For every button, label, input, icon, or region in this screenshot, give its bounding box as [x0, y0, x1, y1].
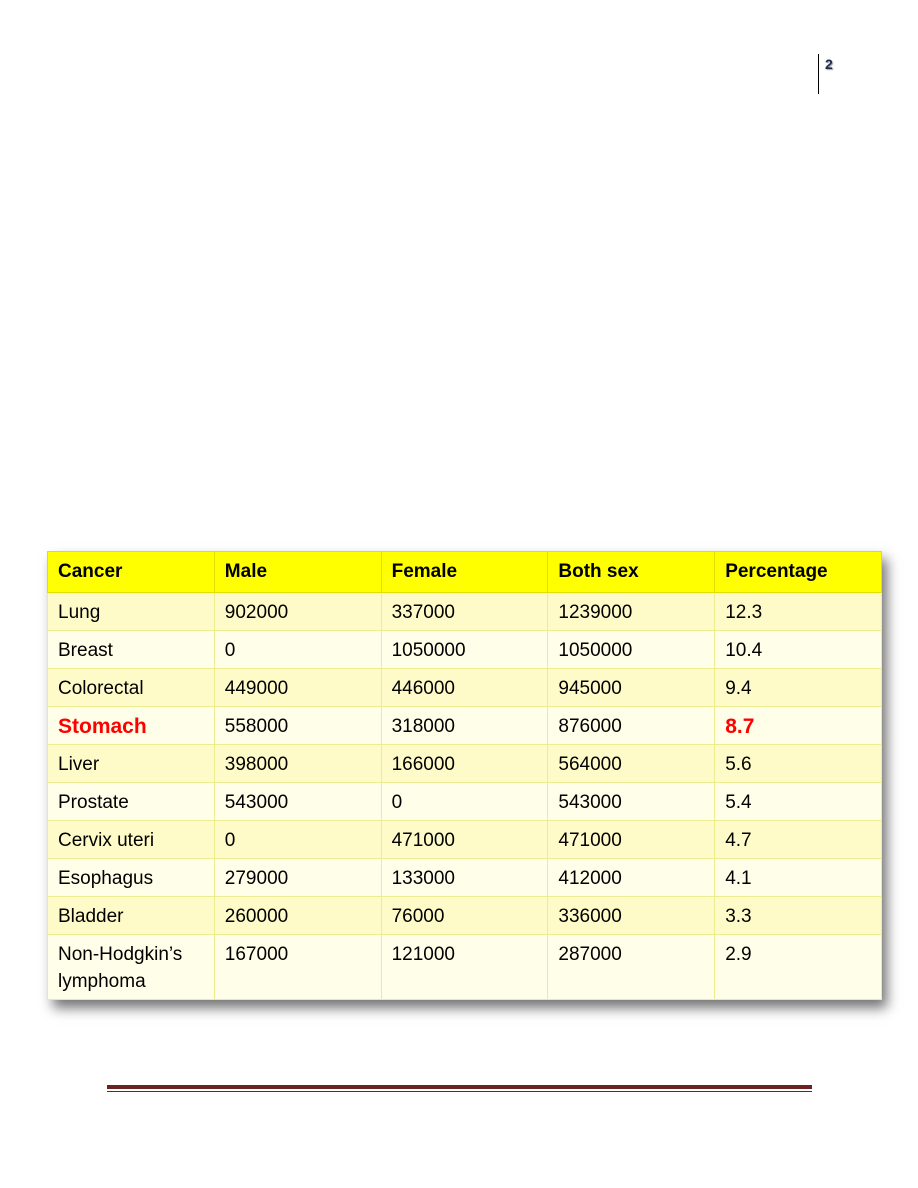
header-female: Female	[381, 552, 548, 593]
cell-percentage: 12.3	[715, 593, 882, 631]
cell-female: 76000	[381, 897, 548, 935]
cell-cancer: Colorectal	[48, 669, 215, 707]
cell-cancer: Liver	[48, 745, 215, 783]
cell-female: 1050000	[381, 631, 548, 669]
table-header-row	[48, 552, 882, 593]
cancer-table	[47, 551, 882, 1000]
cell-male: 167000	[214, 935, 381, 1000]
cell-both-sex: 471000	[548, 821, 715, 859]
cell-percentage: 9.4	[715, 669, 882, 707]
cell-percentage-highlighted: 8.7	[715, 707, 882, 745]
footer-rule	[107, 1085, 812, 1089]
header-male: Male	[214, 552, 381, 593]
cell-cancer: Lung	[48, 593, 215, 631]
table-row	[48, 669, 882, 707]
cell-percentage: 5.6	[715, 745, 882, 783]
header-cancer: Cancer	[48, 552, 215, 593]
table-row	[48, 897, 882, 935]
table-row	[48, 859, 882, 897]
cell-both-sex: 412000	[548, 859, 715, 897]
cancer-table-container	[47, 551, 881, 1000]
cell-female: 133000	[381, 859, 548, 897]
cell-both-sex: 1050000	[548, 631, 715, 669]
header-percentage: Percentage	[715, 552, 882, 593]
cell-female: 471000	[381, 821, 548, 859]
page-number: 2	[825, 56, 833, 72]
table-row	[48, 821, 882, 859]
cell-female: 0	[381, 783, 548, 821]
cell-both-sex: 1239000	[548, 593, 715, 631]
cell-both-sex: 876000	[548, 707, 715, 745]
cell-both-sex: 564000	[548, 745, 715, 783]
cell-male: 0	[214, 821, 381, 859]
table-row-highlighted	[48, 707, 882, 745]
cell-percentage: 3.3	[715, 897, 882, 935]
cell-cancer: Breast	[48, 631, 215, 669]
cell-female: 166000	[381, 745, 548, 783]
cell-female: 337000	[381, 593, 548, 631]
cell-female: 121000	[381, 935, 548, 1000]
cell-male: 260000	[214, 897, 381, 935]
table-row	[48, 631, 882, 669]
cell-male: 449000	[214, 669, 381, 707]
cell-percentage: 4.1	[715, 859, 882, 897]
cell-both-sex: 945000	[548, 669, 715, 707]
cell-female: 446000	[381, 669, 548, 707]
table-row	[48, 783, 882, 821]
cell-cancer: Non-Hodgkin’s lymphoma	[48, 935, 215, 1000]
cell-male: 543000	[214, 783, 381, 821]
cell-both-sex: 336000	[548, 897, 715, 935]
cell-percentage: 10.4	[715, 631, 882, 669]
cell-cancer: Prostate	[48, 783, 215, 821]
cell-male: 0	[214, 631, 381, 669]
footer-rule-thin	[107, 1091, 812, 1092]
cell-male: 558000	[214, 707, 381, 745]
page-number-area	[818, 54, 833, 94]
cell-percentage: 4.7	[715, 821, 882, 859]
cell-percentage: 5.4	[715, 783, 882, 821]
cell-percentage: 2.9	[715, 935, 882, 1000]
cell-cancer: Bladder	[48, 897, 215, 935]
table-row	[48, 593, 882, 631]
table-row	[48, 745, 882, 783]
cell-female: 318000	[381, 707, 548, 745]
cell-cancer: Cervix uteri	[48, 821, 215, 859]
cell-male: 902000	[214, 593, 381, 631]
table-row	[48, 935, 882, 1000]
cell-both-sex: 287000	[548, 935, 715, 1000]
cell-male: 279000	[214, 859, 381, 897]
cell-cancer: Esophagus	[48, 859, 215, 897]
cell-both-sex: 543000	[548, 783, 715, 821]
cell-male: 398000	[214, 745, 381, 783]
cell-cancer-highlighted: Stomach	[48, 707, 215, 745]
header-both-sex: Both sex	[548, 552, 715, 593]
